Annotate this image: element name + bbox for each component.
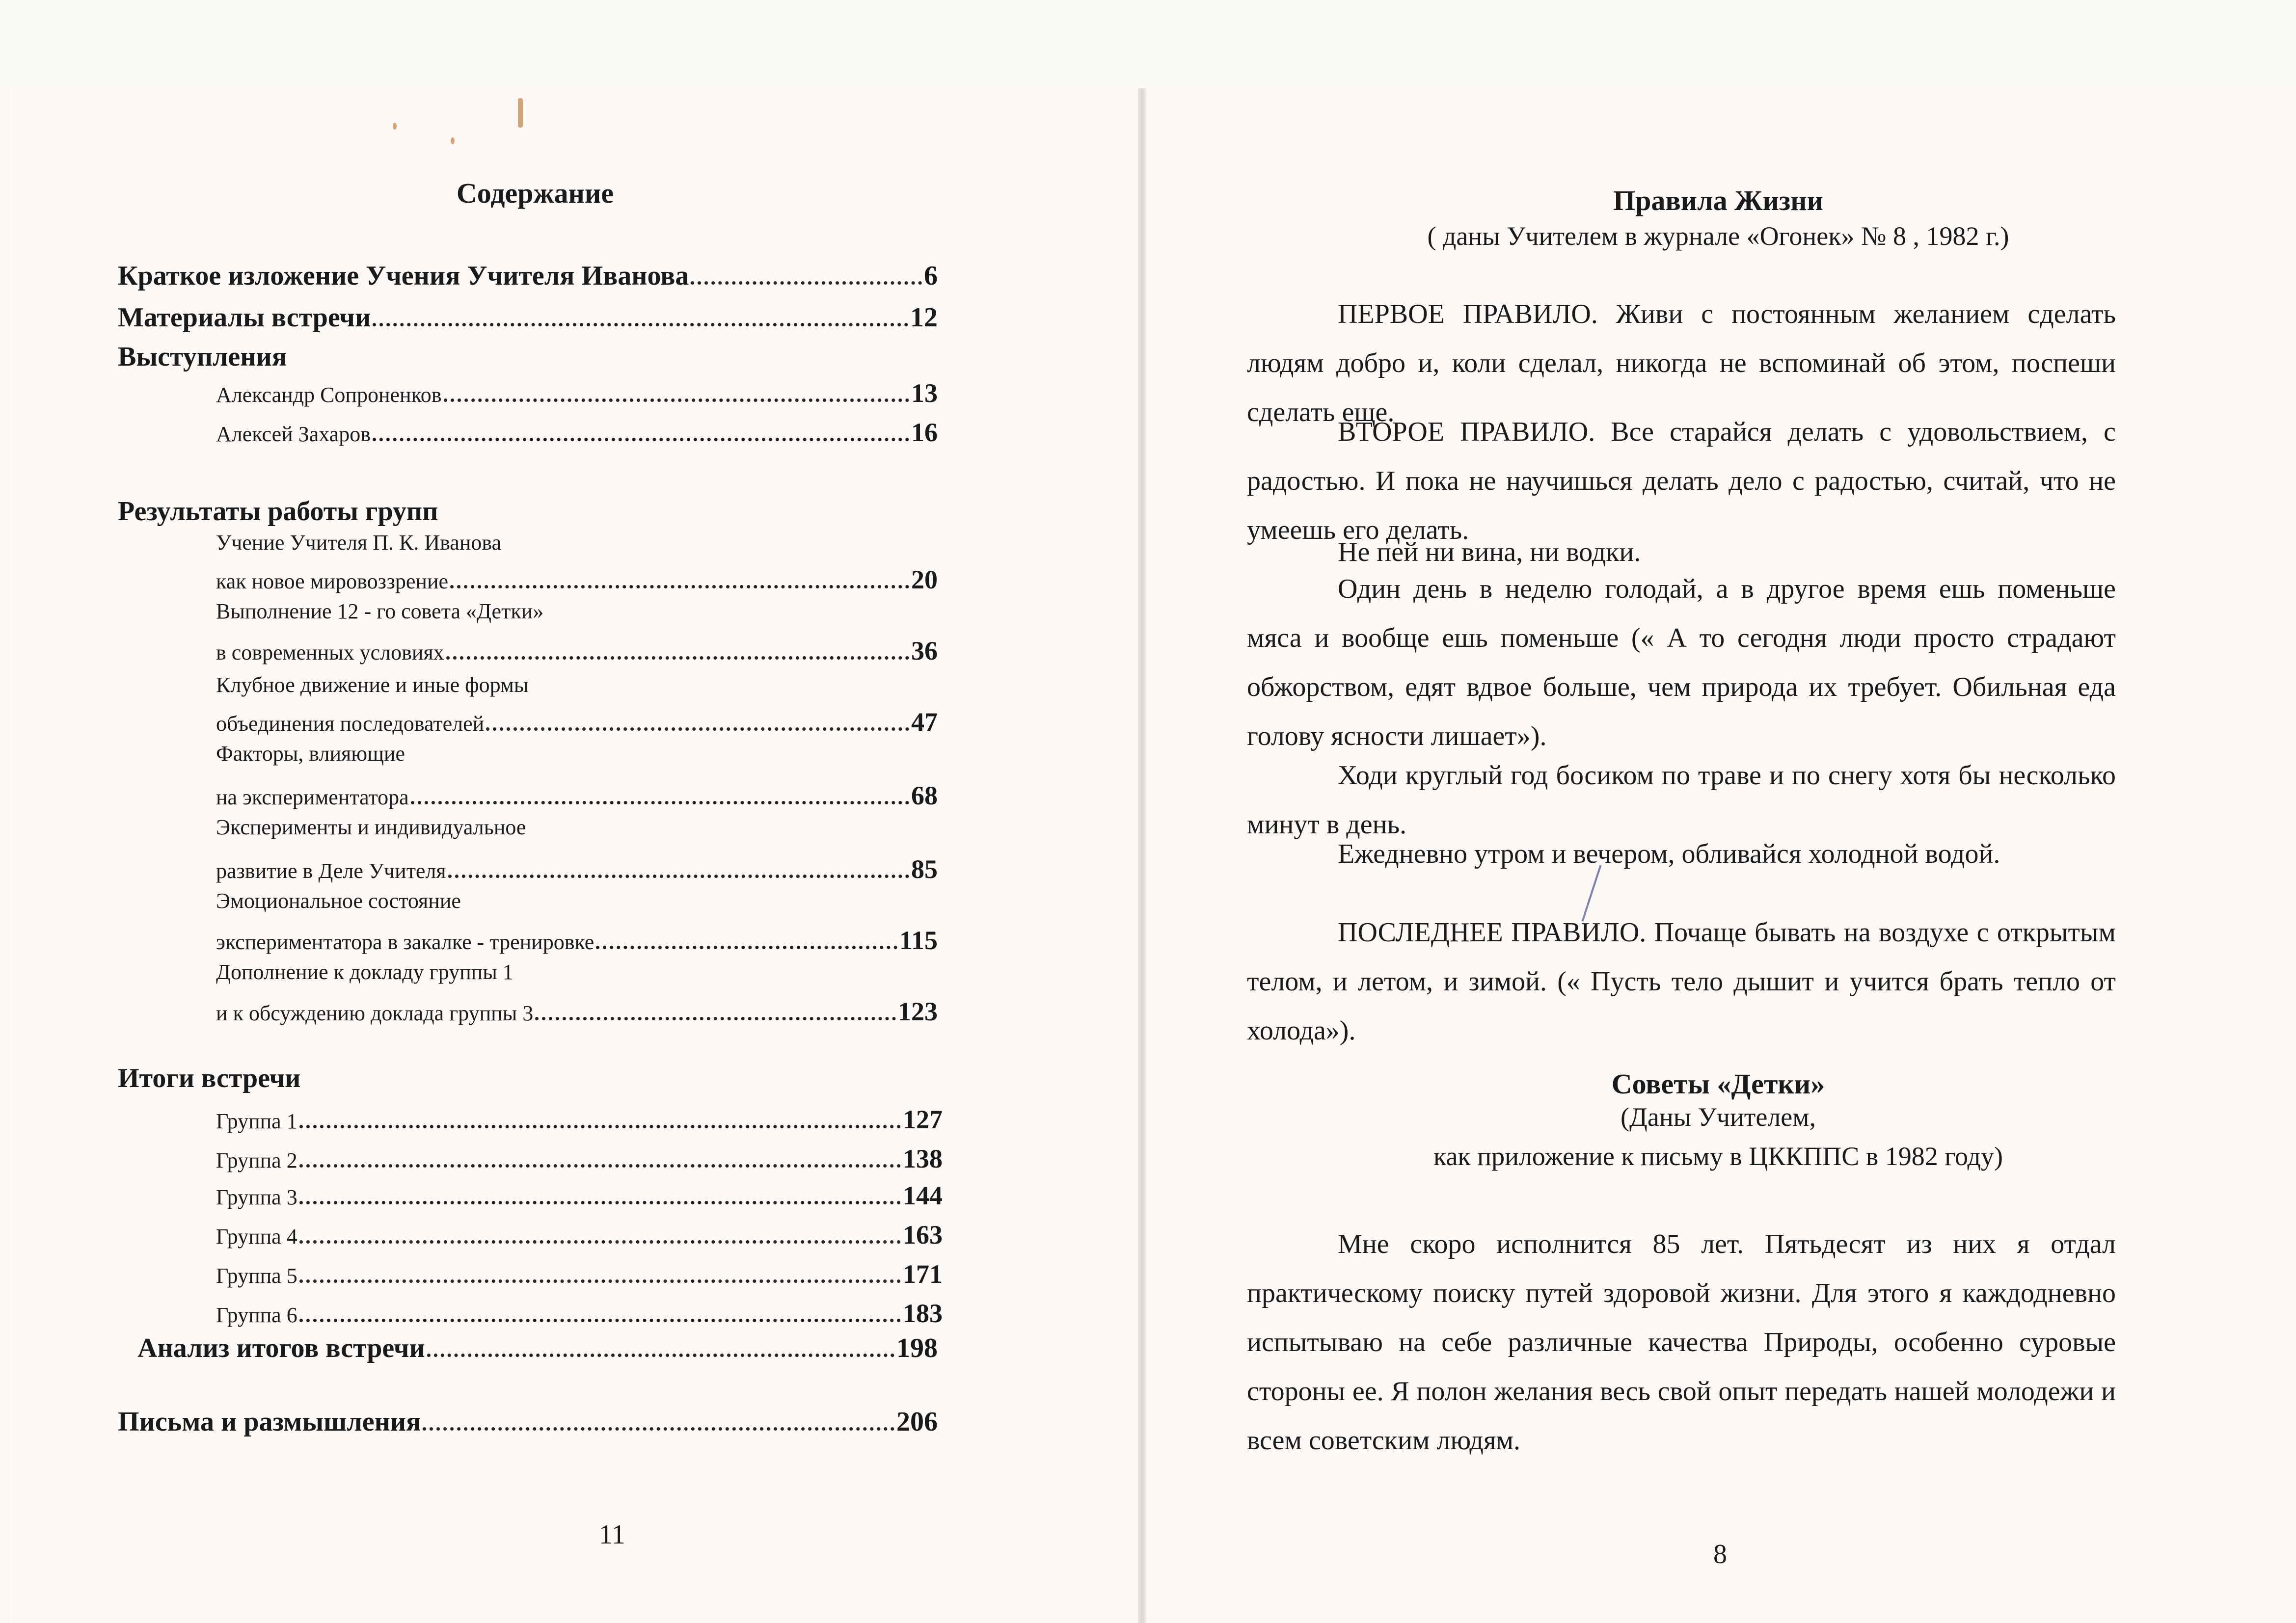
toc-leader-dots	[444, 399, 909, 402]
toc-entry-page: 183	[903, 1299, 943, 1328]
rules-subtitle: ( даны Учителем в журнале «Огонек» № 8 , 1982 г.)	[1427, 221, 2009, 251]
detki-subtitle-1: (Даны Учителем,	[1621, 1102, 1816, 1132]
toc-leader-dots	[486, 727, 909, 731]
toc-entry-page: 127	[903, 1105, 943, 1134]
toc-entry-label: Группа 6	[216, 1303, 297, 1327]
toc-leader-dots	[299, 1319, 901, 1322]
toc-entry-page: 6	[924, 261, 938, 291]
toc-entry[interactable]	[216, 780, 938, 811]
toc-entry[interactable]	[216, 417, 938, 448]
rule-paragraph: ПЕРВОЕ ПРАВИЛО. Живи с постоянным желанием сделать людям добро и, коли сделал, никогда не вспоминай об этом, поспеши сделать еще.	[1247, 299, 2116, 427]
stain-mark	[451, 137, 455, 144]
toc-entry-page: 123	[898, 997, 938, 1026]
toc-entry[interactable]	[118, 302, 938, 333]
toc-leader-dots	[446, 656, 909, 660]
toc-leader-dots	[596, 946, 897, 949]
rule-paragraph: Ежедневно утром и вечером, обливайся холодной водой.	[1338, 839, 2000, 869]
toc-entry[interactable]	[216, 925, 938, 956]
toc-entry-label: Группа 2	[216, 1148, 297, 1172]
toc-entry-label: объединения последователей	[216, 712, 485, 736]
toc-entry[interactable]	[216, 378, 938, 408]
toc-title: Содержание	[456, 177, 614, 209]
toc-entry-page: 12	[910, 302, 938, 333]
rule-paragraph: ВТОРОЕ ПРАВИЛО. Все старайся делать с удовольствием, с радостью. И пока не научишься делать дело с радостью, считай, что не умеешь его делать.	[1247, 417, 2116, 545]
toc-entry-label: Письма и размышления	[118, 1407, 421, 1437]
toc-leader-dots	[299, 1279, 901, 1283]
toc-leader-dots	[299, 1164, 901, 1168]
toc-entry-page: 85	[911, 854, 938, 884]
toc-entry-label: в современных условиях	[216, 640, 444, 665]
scan-top-margin	[0, 0, 2296, 88]
toc-entry-page: 115	[899, 926, 938, 955]
toc-entry-page: 36	[911, 636, 938, 665]
detki-title: Советы «Детки»	[1611, 1068, 1825, 1100]
toc-entry[interactable]	[118, 260, 938, 292]
toc-leader-dots	[427, 1354, 894, 1357]
toc-entry-line: Эмоциональное состояние	[216, 889, 461, 913]
toc-leader-dots	[535, 1017, 896, 1020]
toc-entry-label: Группа 4	[216, 1224, 297, 1249]
toc-leader-dots	[411, 801, 909, 804]
toc-entry-line: Дополнение к докладу группы 1	[216, 960, 513, 984]
toc-leader-dots	[299, 1125, 901, 1128]
toc-entry-label: Группа 5	[216, 1264, 297, 1288]
detki-paragraph: Мне скоро исполнится 85 лет. Пятьдесят из них я отдал практическому поиску путей здоровой жизни. Для этого я каждодневно испытываю на себе различные качества Природы, особенно суровые стороны ее. Я полон желания весь свой опыт передать нашей молодежи и всем советским людям.	[1247, 1229, 2116, 1456]
toc-entry[interactable]	[137, 1332, 938, 1364]
toc-section-heading: Выступления	[118, 342, 287, 372]
toc-leader-dots	[423, 1427, 894, 1431]
toc-entry-page: 198	[896, 1333, 938, 1363]
toc-entry-line: Эксперименты и индивидуальное	[216, 815, 526, 839]
toc-entry-label: как новое мировоззрение	[216, 569, 449, 593]
toc-leader-dots	[450, 585, 909, 588]
toc-leader-dots	[299, 1240, 901, 1244]
toc-entry-label: Анализ итогов встречи	[137, 1333, 425, 1363]
toc-entry[interactable]	[216, 1144, 943, 1174]
toc-entry-label: Александр Сопроненков	[216, 383, 442, 407]
toc-entry-label: и к обсуждению доклада группы 3	[216, 1001, 534, 1025]
toc-entry-page: 144	[903, 1181, 943, 1210]
toc-entry[interactable]	[216, 1180, 943, 1211]
toc-entry[interactable]	[118, 1406, 938, 1437]
toc-entry-page: 20	[911, 565, 938, 594]
stain-mark	[518, 98, 523, 128]
toc-entry[interactable]	[216, 996, 938, 1027]
toc-entry-label: Материалы встречи	[118, 302, 371, 333]
toc-entry[interactable]	[216, 707, 938, 737]
toc-entry-line: Учение Учителя П. К. Иванова	[216, 531, 502, 555]
toc-entry-page: 16	[911, 418, 938, 447]
toc-leader-dots	[373, 438, 909, 441]
toc-entry-label: развитие в Деле Учителя	[216, 859, 446, 883]
toc-entry[interactable]	[216, 1259, 943, 1289]
page-number-right: 8	[1713, 1539, 1727, 1570]
toc-entry[interactable]	[216, 1104, 943, 1135]
toc-entry[interactable]	[216, 636, 938, 666]
toc-entry-page: 47	[911, 707, 938, 737]
toc-entry-page: 163	[903, 1220, 943, 1250]
toc-entry-label: Алексей Захаров	[216, 422, 371, 446]
detki-subtitle-2: как приложение к письму в ЦККППС в 1982 году)	[1433, 1142, 2003, 1171]
toc-entry-label: Группа 3	[216, 1185, 297, 1209]
toc-entry-page: 206	[896, 1407, 938, 1437]
toc-entry-page: 138	[903, 1144, 943, 1173]
toc-leader-dots	[299, 1201, 901, 1204]
toc-entry-line: Клубное движение и иные формы	[216, 673, 529, 697]
toc-entry-page: 171	[903, 1259, 943, 1289]
stain-mark	[393, 123, 397, 130]
toc-leader-dots	[691, 281, 922, 285]
rules-title: Правила Жизни	[1613, 185, 1824, 216]
toc-entry[interactable]	[216, 1298, 943, 1329]
toc-entry[interactable]	[216, 564, 938, 595]
book-spine-fold	[1138, 88, 1147, 1623]
toc-leader-dots	[373, 323, 908, 326]
toc-section-heading: Итоги встречи	[118, 1063, 301, 1093]
toc-entry[interactable]	[216, 854, 938, 884]
toc-entry-page: 68	[911, 781, 938, 810]
toc-entry-line: Выполнение 12 - го совета «Детки»	[216, 599, 544, 623]
toc-leader-dots	[448, 875, 909, 878]
toc-entry-page: 13	[911, 378, 938, 408]
rule-paragraph: ПОСЛЕДНЕЕ ПРАВИЛО. Почаще бывать на воздухе с открытым телом, и летом, и зимой. (« Пусть тело дышит и учится брать тепло от холода»).	[1247, 917, 2116, 1046]
rule-paragraph: Не пей ни вина, ни водки.	[1338, 537, 1641, 567]
toc-entry-label: Группа 1	[216, 1109, 297, 1133]
toc-entry-label: Краткое изложение Учения Учителя Иванова	[118, 261, 689, 291]
toc-entry-line: Факторы, влияющие	[216, 742, 405, 766]
rule-paragraph: Один день в неделю голодай, а в другое время ешь поменьше мяса и вообще ешь поменьше (« А то сегодня люди просто страдают обжорством, едят вдвое больше, чем природа их требует. Обильная еда голову ясности лишает»).	[1247, 574, 2116, 751]
toc-entry-label: на экспериментатора	[216, 785, 409, 809]
toc-entry[interactable]	[216, 1220, 943, 1250]
page-number-left: 11	[599, 1519, 625, 1550]
rule-paragraph: Ходи круглый год босиком по траве и по снегу хотя бы несколько минут в день.	[1247, 760, 2116, 840]
toc-entry-label: экспериментатора в закалке - тренировке	[216, 930, 594, 954]
toc-section-heading: Результаты работы групп	[118, 496, 438, 527]
